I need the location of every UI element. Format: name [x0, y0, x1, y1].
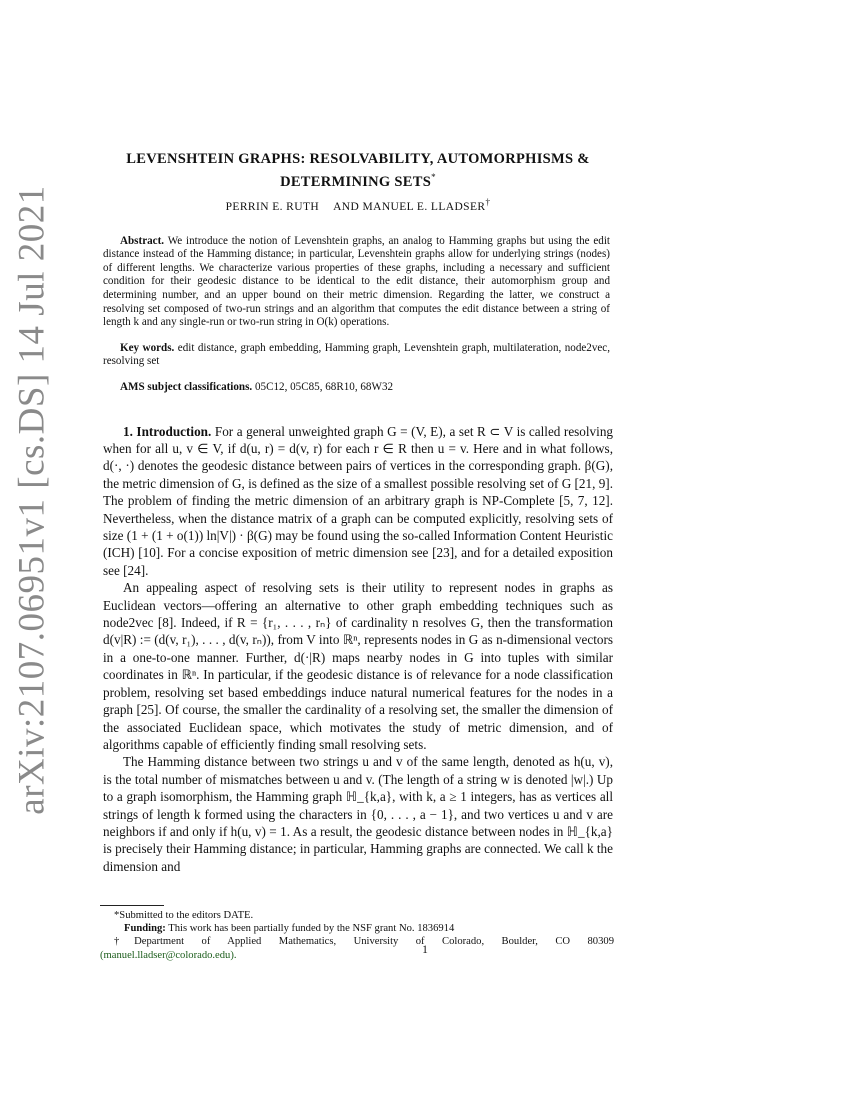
paper-title: [103, 150, 613, 191]
intro-paragraph-1-text: For a general unweighted graph G = (V, E), a set R ⊂ V is called resolving when for all u, v ∈ V, if d(u, r) = d(v, r) for each r ∈ R then u = v. Here and in what follows, d(·, ·) denotes the geodesic distance between pairs of vertices in the corresponding graph. β(G), the metric dimension of G, is defined as the size of a smallest possible resolving set of G [21, 9]. The problem of finding the metric dimension of an arbitrary graph is NP-Complete [5, 7, 12]. Nevertheless, when the distance matrix of a graph can be computed explicitly, resolving sets of size (1 + (1 + o(1)) ln|V|) · β(G) may be found using the so-called Information Content Heuristic (ICH) [10]. For a concise exposition of metric dimension see [23], and for a detailed exposition see [24].: [103, 423, 614, 578]
arxiv-identifier: arXiv:2107.06951v1 [cs.DS] 14 Jul 2021: [11, 185, 53, 815]
footnote-affiliation: †Department of Applied Mathematics, University of Colorado, Boulder, CO 80309: [114, 936, 614, 948]
footnote-funding: [100, 922, 614, 935]
author-and: AND: [333, 200, 360, 213]
arxiv-sidebar: [4, 185, 60, 815]
abstract-block: [103, 235, 613, 395]
author-ruth: PERRIN E. RUTH: [225, 200, 320, 213]
keywords-label: Key words.: [120, 341, 175, 354]
paper-page: [103, 150, 613, 875]
funding-label: Funding:: [124, 923, 166, 935]
author-footnote-mark: †: [485, 196, 491, 207]
author-lladser: MANUEL E. LLADSER: [362, 200, 486, 213]
footnote-rule: [100, 905, 164, 906]
page-number: 1: [422, 944, 428, 956]
title-line-1: LEVENSHTEIN GRAPHS: RESOLVABILITY, AUTOMORPHISMS &: [126, 151, 590, 167]
author-list: [103, 197, 613, 213]
keywords-text: edit distance, graph embedding, Hamming graph, Levenshtein graph, multilateration, node2vec, resolving set: [103, 341, 611, 368]
title-line-2: DETERMINING SETS: [280, 173, 432, 190]
ams-text: 05C12, 05C85, 68R10, 68W32: [254, 381, 394, 393]
ams-label: AMS subject classifications.: [120, 381, 253, 393]
intro-paragraph-2: An appealing aspect of resolving sets is their utility to represent nodes in graphs as Euclidean vectors—offering an alternative to other graph embedding techniques such as node2vec [8]. Indeed, if R = {r₁, . . . , rₙ} of cardinality n resolves G, then the transformation d(v|R) := (d(v, r₁), . . . , d(v, rₙ)), from V into ℝⁿ, represents nodes in G as n-dimensional vectors in a one-to-one manner. Further, d(·|R) maps nearby nodes in G into tuples with similar coordinates in ℝⁿ. In particular, if the geodesic distance is of relevance for a node classification problem, resolving set based embeddings induce natural numerical features for the nodes in a graph [25]. Of course, the smaller the cardinality of a resolving set, the smaller the dimension of the associated Euclidean space, which motivates the study of metric dimension, and of algorithms capable of efficiently finding small resolving sets.: [103, 580, 613, 752]
section-introduction: [103, 423, 613, 876]
title-footnote-mark: *: [431, 172, 436, 182]
footnote-submitted: *Submitted to the editors DATE.: [114, 910, 254, 921]
ams-classifications: [103, 381, 610, 395]
intro-paragraph-3: The Hamming distance between two strings u and v of the same length, denoted as h(u, v), is the total number of mismatches between u and v. (The length of a string w is denoted |w|.) Up to a graph isomorphism, the Hamming graph ℍ_{k,a}, with k, a ≥ 1 integers, has as vertices all strings of length k formed using the characters in {0, . . . , a − 1}, and two vertices u and v are neighbors if and only if h(u, v) = 1. As a result, the geodesic distance between nodes in ℍ_{k,a} is precisely their Hamming distance; in particular, Hamming graphs are connected. We call k the dimension and: [103, 754, 613, 874]
abstract-label: Abstract.: [120, 234, 165, 247]
keywords: [103, 342, 610, 369]
funding-text: This work has been partially funded by the NSF grant No. 1836914: [168, 923, 455, 935]
section-heading: 1. Introduction.: [123, 423, 212, 439]
abstract: [103, 235, 610, 330]
abstract-text: We introduce the notion of Levenshtein graphs, an analog to Hamming graphs but using the edit distance instead of the Hamming distance; in particular, Levenshtein graphs allow for underlying strings (nodes) of different lengths. We characterize various properties of these graphs, including a necessary and sufficient condition for their geodesic distance to be identical to the edit distance, their automorphism group and determining number, and an upper bound on their metric dimension. Regarding the latter, we construct a resolving set composed of two-run strings and an algorithm that computes the edit distance between a string of length k and any single-run or two-run string in O(k) operations.: [103, 234, 610, 329]
author-email-link[interactable]: (manuel.lladser@colorado.edu).: [100, 949, 237, 961]
intro-paragraph-1: [103, 423, 613, 580]
